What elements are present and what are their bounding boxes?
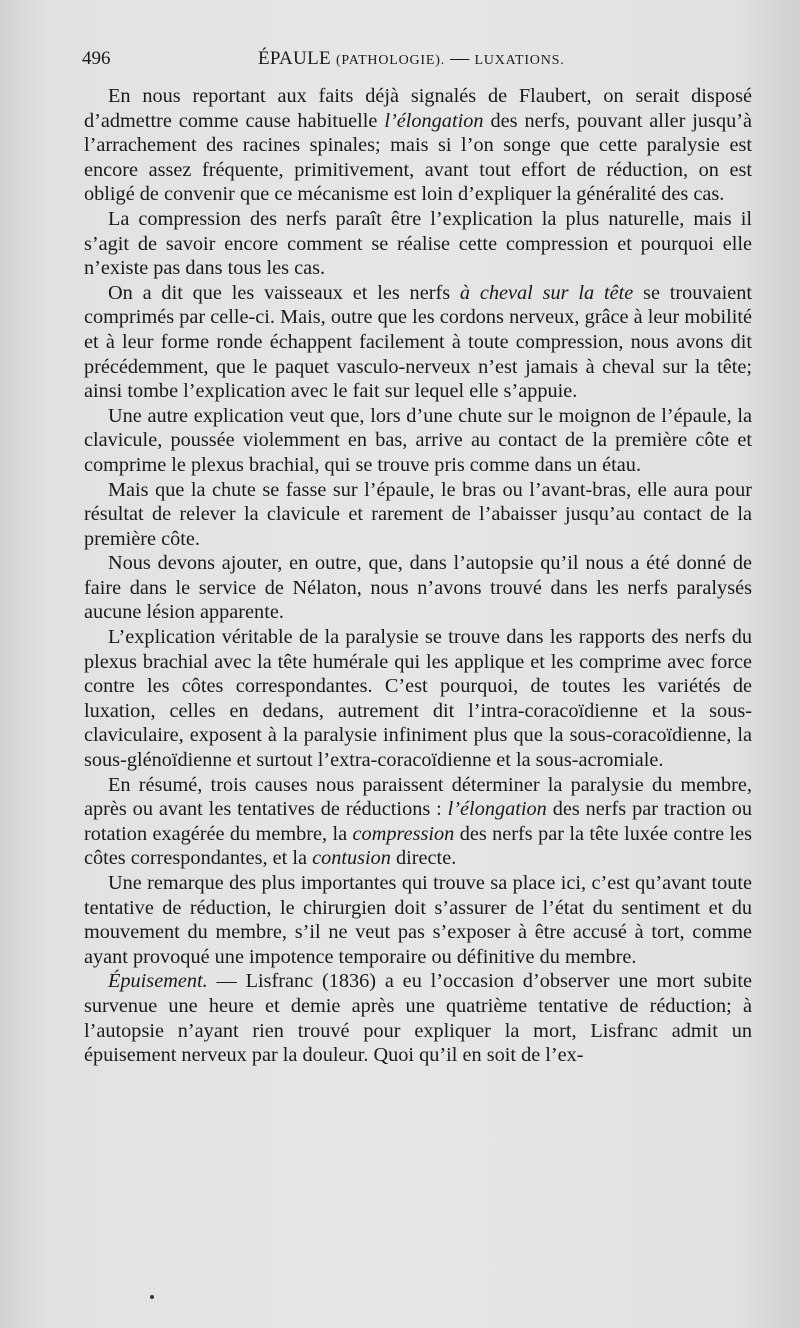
italic-term: à cheval sur la tête [459,281,634,304]
text-run: La compression des nerfs paraît être l’explication la plus naturelle, mais il s’agit de savoir encore comment se réalise cette compression et pourquoi elle n’existe pas dans tous les cas. [84,207,752,280]
paragraph-autopsie [84,551,752,625]
italic-term: l’élongation [447,798,547,821]
text-run: Une remarque des plus importantes qui trouve sa place ici, c’est qu’avant toute tentative de réduction, le chirurgien doit s’assurer de l’état du sentiment et du mouvement du membre, s’il ne veut pas s’exposer à être accusé à tort, comme ayant provoqué une impotence temporaire ou définitive du membre. [84,872,752,968]
paragraph-explication [84,625,752,773]
text-run: Une autre explication veut que, lors d’une chute sur le moignon de l’épaule, la clavicule, poussée violemment en bas, arrive au contact de la première côte et comprime le plexus brachial, qui se trouve pris comme dans un étau. [84,404,752,476]
text-run: des nerfs par la tête luxée contre les côtes correspondantes, et la [84,822,752,870]
running-title-section: LUXATIONS. [474,53,565,68]
ink-speck [150,1295,154,1299]
page-header [82,46,752,72]
text-run: directe. [390,847,457,870]
text-run: On a dit que les vaisseaux et les nerfs [108,281,460,304]
text-run: En nous reportant aux faits déjà signalés de Flaubert, on serait disposé d’admettre comme cause habituelle [84,85,752,132]
italic-term: l’élongation [384,109,484,132]
italic-term: contusion [312,847,391,870]
italic-term: compression [352,822,455,845]
text-run: Nous devons ajouter, en outre, que, dans l’autopsie qu’il nous a été donné de faire dans le service de Nélaton, nous n’avons trouvé dans les nerfs paralysés aucune lésion apparente. [84,552,752,624]
paragraph-clavicule [84,404,752,478]
running-title [258,46,565,74]
paragraph-resume [84,773,752,871]
paragraph-elongation [84,84,752,207]
paragraph-compression [84,207,752,281]
text-run: des nerfs par traction ou rotation exagérée du membre, la [84,798,752,845]
text-run: — Lisfranc (1836) a eu l’occasion d’observer une mort subite survenue une heure et demie après une quatrième tentative de réduction; à l’autopsie n’ayant rien trouvé pour expliquer la mort, Lisfranc admit un épuisement nerveux par la douleur. Quoi qu’il en soit de l’ex- [84,970,752,1067]
running-title-main: ÉPAULE [258,48,331,69]
paragraph-epuisement [84,969,752,1067]
text-run: des nerfs, pouvant aller jusqu’à l’arrachement des racines spinales; mais si l’on songe que cette paralysie est encore assez fréquente, primitivement, avant tout effort de réduction, on est obligé de convenir que ce mécanisme est loin d’expliquer la généralité des cas. [84,109,752,206]
text-run: se trouvaient comprimés par celle-ci. Mais, outre que les cordons nerveux, grâce à leur mobilité et à leur forme ronde échappent facilement à toute compression, nous avons dit précédemment, que le paquet vasculo-nerveux n’est jamais à cheval sur la tête; ainsi tombe l’explication avec le fait sur lequel elle s’appuie. [84,281,752,403]
paragraph-remarque [84,871,752,969]
paragraph-chute [84,478,752,552]
running-title-dash: — [450,48,470,69]
running-title-subtitle: (PATHOLOGIE). [335,53,445,68]
text-run: En résumé, trois causes nous paraissent déterminer la paralysie du membre, après ou avant les tentatives de réductions : [84,773,752,821]
text-run: Mais que la chute se fasse sur l’épaule, le bras ou l’avant-bras, elle aura pour résultat de relever la clavicule et rarement de l’abaisser jusqu’au contact de la première côte. [84,478,752,550]
italic-heading: Épuisement. [108,970,208,993]
text-run: L’explication véritable de la paralysie se trouve dans les rapports des nerfs du plexus brachial avec la tête humérale qui les applique et les comprime avec force contre les côtes correspondantes. C’est pourquoi, de toutes les variétés de luxation, celles en dedans, autrement dit l’intra-coracoïdienne et la sous-claviculaire, exposent à la paralysie infiniment plus que la sous-coracoïdienne, la sous-glénoïdienne et surtout l’extra-coracoïdienne et la sous-acromiale. [84,626,752,772]
body-text [84,84,752,1068]
page-number: 496 [82,48,111,69]
paragraph-a-cheval [84,281,752,404]
